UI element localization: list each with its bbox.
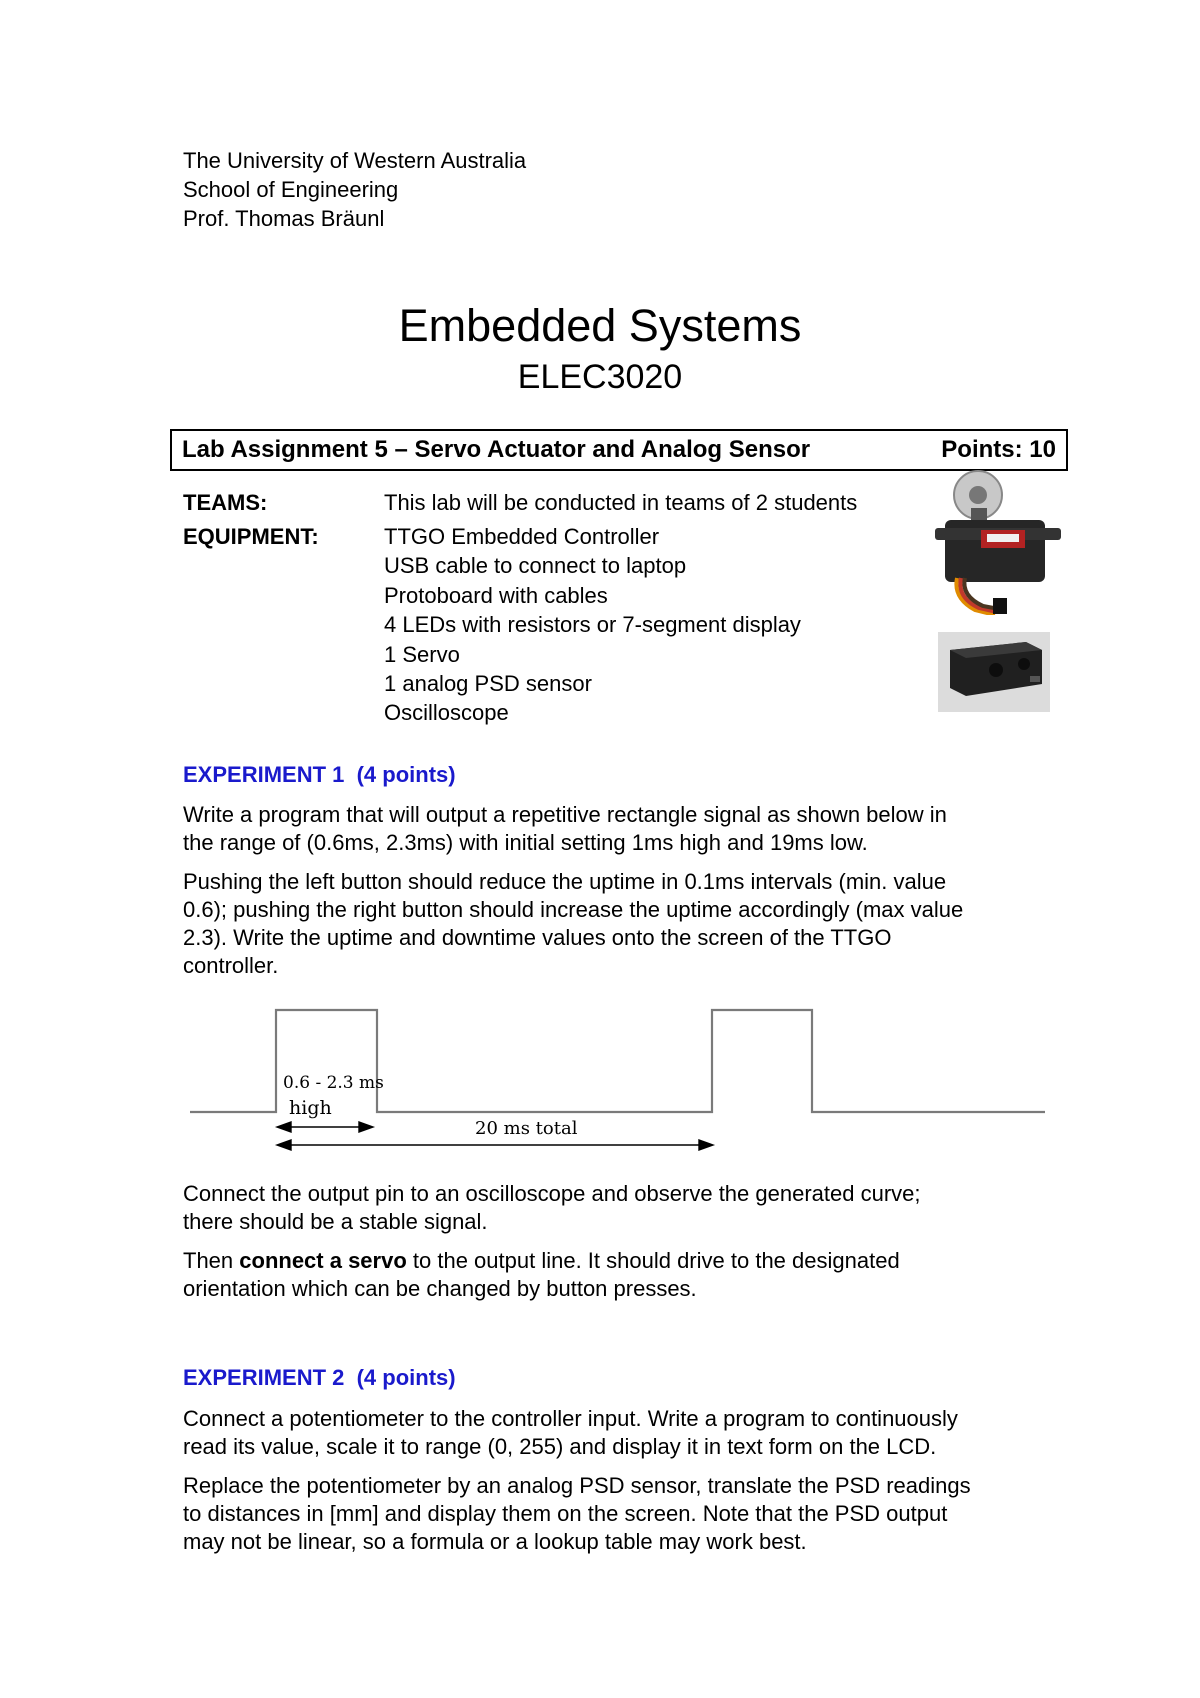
text-line: 0.6); pushing the right button should increase the uptime accordingly (max value [183, 897, 964, 922]
experiment1-heading [183, 762, 456, 788]
psd-sensor-image [938, 632, 1050, 712]
arrow-head-right [359, 1122, 373, 1132]
equipment-item: USB cable to connect to laptop [384, 553, 687, 579]
equipment-item: 1 Servo [384, 641, 460, 667]
text-line: the range of (0.6ms, 2.3ms) with initial setting 1ms high and 19ms low. [183, 830, 868, 855]
text-line: 2.3). Write the uptime and downtime values onto the screen of the TTGO [183, 925, 892, 950]
experiment2-heading [183, 1365, 456, 1391]
equipment-item: Protoboard with cables [384, 582, 608, 608]
pulse-width-label: 0.6 - 2.3 ms [283, 1073, 384, 1093]
experiment1-paragraph-3 [183, 1180, 1083, 1236]
text-line: Write a program that will output a repetitive rectangle signal as shown below in [183, 802, 947, 827]
period-label: 20 ms total [475, 1118, 578, 1139]
equipment-item: TTGO Embedded Controller [384, 524, 660, 549]
equipment-item: 1 analog PSD sensor [384, 670, 592, 696]
text-line [183, 1247, 1083, 1275]
text-line: to distances in [mm] and display them on the screen. Note that the PSD output [183, 1501, 948, 1526]
text-line: controller. [183, 953, 279, 978]
equipment-label: EQUIPMENT: [183, 524, 319, 549]
equipment-item: 4 LEDs with resistors or 7-segment display [384, 612, 801, 638]
teams-label: TEAMS: [183, 490, 268, 515]
lab-assignment-box [170, 429, 1068, 471]
text-line: there should be a stable signal. [183, 1209, 488, 1234]
high-label: high [289, 1097, 332, 1119]
lab-assignment-title: Lab Assignment 5 – Servo Actuator and Analog Sensor [182, 436, 811, 463]
teams-value: This lab will be conducted in teams of 2 students [384, 490, 858, 515]
course-title: Embedded Systems [398, 300, 802, 351]
text-run: Then [183, 1248, 240, 1273]
arrow-head-left [277, 1140, 291, 1150]
course-code: ELEC3020 [517, 358, 683, 396]
experiment1-points: (4 points) [356, 762, 456, 787]
experiment1-paragraph-4 [183, 1247, 1083, 1303]
text-line: Pushing the left button should reduce the uptime in 0.1ms intervals (min. value [183, 869, 947, 894]
text-line: orientation which can be changed by button presses. [183, 1276, 697, 1301]
text-line: may not be linear, so a formula or a lookup table may work best. [183, 1529, 807, 1554]
text-run: to the output line. It should drive to the designated [406, 1248, 900, 1273]
experiment2-paragraph-1 [183, 1405, 1083, 1461]
experiment1-title: EXPERIMENT 1 [183, 762, 345, 787]
text-line: Replace the potentiometer by an analog PSD sensor, translate the PSD readings [183, 1473, 971, 1498]
equipment-item: Oscilloscope [384, 700, 509, 726]
professor-name: Prof. Thomas Bräunl [183, 206, 385, 231]
lab-points: Points: 10 [941, 436, 1056, 463]
experiment2-title: EXPERIMENT 2 [183, 1365, 345, 1390]
servo-image [935, 470, 1077, 615]
arrow-head-right [699, 1140, 713, 1150]
experiment1-paragraph-2 [183, 868, 1083, 980]
school-name: School of Engineering [183, 177, 399, 202]
experiment1-paragraph-1 [183, 801, 1083, 857]
text-line: read its value, scale it to range (0, 255) and display it in text form on the LCD. [183, 1434, 937, 1459]
text-line: Connect the output pin to an oscilloscope and observe the generated curve; [183, 1181, 921, 1206]
servo-emphasis: connect a servo [239, 1248, 407, 1273]
pwm-signal-diagram [185, 995, 1050, 1155]
text-line: Connect a potentiometer to the controller input. Write a program to continuously [183, 1406, 958, 1431]
university-name: The University of Western Australia [183, 148, 527, 173]
experiment2-paragraph-2 [183, 1472, 1083, 1556]
equipment-list [384, 524, 801, 730]
arrow-head-left [277, 1122, 291, 1132]
experiment2-points: (4 points) [356, 1365, 456, 1390]
